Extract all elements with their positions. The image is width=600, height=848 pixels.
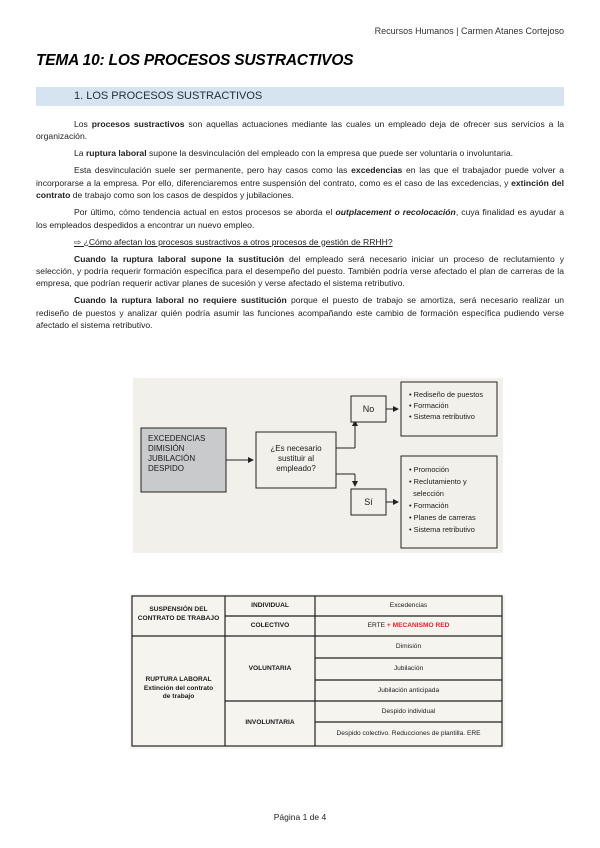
no-item-label: Formación [413,401,449,410]
dimision-cell: Dimisión [395,643,422,650]
paragraph-outplacement [36,206,564,231]
cause-item: EXCEDENCIAS [148,434,206,443]
erte-text: ERTE [367,622,386,629]
si-item: • Planes de carreras [409,513,476,522]
text-run: Los [74,119,92,129]
bold-term: Cuando la ruptura laboral no requiere sustitución [74,295,287,306]
page-header: Recursos Humanos | Carmen Atanes Cortejoso [374,26,564,36]
text-run: Por último, cómo tendencia actual en estos procesos se aborda el [74,207,336,218]
mecanismo-red-text: + MECANISMO RED [386,622,450,629]
involuntaria-label: INVOLUNTARIA [245,719,295,726]
question-line: ¿Es necesario [270,444,322,453]
label-line: CONTRATO DE TRABAJO [137,614,220,622]
paragraph-desvinculacion [36,164,564,201]
text-run: porque el puesto de trabajo se amortiza, será necesario realizar un rediseño de puestos y analizar quién podría asumir las funciones acompañando este cambio de formación específica pudiendo verse afectado el sistema retributivo. [36,295,565,331]
paragraph-sustitucion [36,253,564,290]
no-item: • Formación [409,401,449,410]
si-item-label: Formación [413,501,449,510]
text-run: , cuya finalidad es ayudar a los empleados despedidos a encontrar un nuevo empleo. [36,207,564,230]
question-line: empleado? [276,464,316,473]
section-title: 1. LOS PROCESOS SUSTRACTIVOS [74,90,263,102]
bold-term: extinción del contrato [36,177,564,201]
body-text [36,118,564,336]
text-run: del empleado será necesario iniciar un proceso de reclutamiento y selección, y podría requerir formación específica para el desempeño del puesto. También podría verse afectado el plan de carreras de la empresa, que podrían requerir activar planes de sucesión y verse afectado el sistema retributivo. [36,253,565,289]
text-run: supone la desvinculación del empleado con la empresa que puede ser voluntaria o involuntaria. [146,148,514,159]
si-item-label: Reclutamiento y [413,477,467,486]
document-title: TEMA 10: LOS PROCESOS SUSTRACTIVOS [36,52,354,69]
paragraph-question: ⇨ ¿Cómo afectan los procesos sustractivos a otros procesos de gestión de RRHH? [74,236,393,247]
si-item: • Formación [409,501,449,510]
individual-label: INDIVIDUAL [251,602,289,609]
paragraph-definition [36,118,564,143]
label-line: SUSPENSIÓN DEL [149,606,208,613]
cause-item: DIMISIÓN [148,444,185,453]
colectivo-label: COLECTIVO [250,622,290,629]
jubilacion-cell: Jubilación [393,665,424,672]
si-item-label: selección [413,489,444,498]
voluntaria-label: VOLUNTARIA [248,665,292,672]
bold-term: ruptura laboral [85,148,147,159]
page-footer: Página 1 de 4 [273,812,327,822]
text-run: son aquellas actuaciones mediante las cuales un empleado deja de ofrecer sus servicios a la organización. [36,119,565,142]
bold-term: procesos sustractivos [91,119,185,129]
erte-cell [315,622,502,631]
section-heading-bar [36,87,564,106]
label-line: RUPTURA LABORAL [145,676,212,683]
bold-term: excedencias [351,165,403,176]
causes-list [148,434,205,474]
despido-colectivo-cell: Despido colectivo. Reducciones de plantilla. ERE [336,730,481,737]
no-item-label: Rediseño de puestos [413,390,484,399]
label-line: de trabajo [162,693,195,700]
cause-item: DESPIDO [148,464,185,473]
question-line: sustituir al [277,454,314,463]
flow-diagram [133,378,503,553]
no-item-label: Sistema retributivo [413,412,475,421]
paragraph-ruptura [36,147,564,159]
bold-term: Cuando la ruptura laboral supone la sustitución [74,253,285,264]
text-run: de trabajo como son los casos de despidos y jubilaciones. [70,190,294,201]
si-items-list [409,464,476,536]
question-box [256,444,336,474]
suspension-label [132,606,225,623]
label-line: Extinción del contrato [143,684,214,692]
si-item [409,488,476,500]
despido-individual-cell: Despido individual [381,708,436,715]
si-item-label: Sistema retributivo [413,525,475,534]
no-item: • Rediseño de puestos [409,390,484,399]
si-item: • Reclutamiento y [409,477,467,486]
no-item: • Sistema retributivo [409,412,475,421]
cause-item: JUBILACIÓN [148,454,196,463]
no-items-list [409,389,483,422]
classification-table [130,594,505,749]
text-run: La [74,148,86,159]
text-run: en las que el trabajador puede volver a incorporarse a la empresa. Por ello, diferenciaremos entre suspensión del contrato, como es el caso de las excedencias, y [36,165,564,188]
si-item: • Sistema retributivo [409,525,475,534]
no-label: No [362,404,375,414]
bold-italic-term: outplacement o recolocación [335,207,456,218]
paragraph-no-sustitucion [36,294,564,331]
si-item-label: Promoción [413,465,449,474]
excedencias-cell: Excedencias [389,602,428,609]
si-item: • Promoción [409,465,449,474]
jubilacion-anticipada-cell: Jubilación anticipada [377,687,440,694]
ruptura-label [132,676,225,702]
si-label: Sí [364,497,373,507]
si-item-label: Planes de carreras [413,513,476,522]
text-run: Esta desvinculación suele ser permanente, pero hay casos como las [74,165,352,176]
